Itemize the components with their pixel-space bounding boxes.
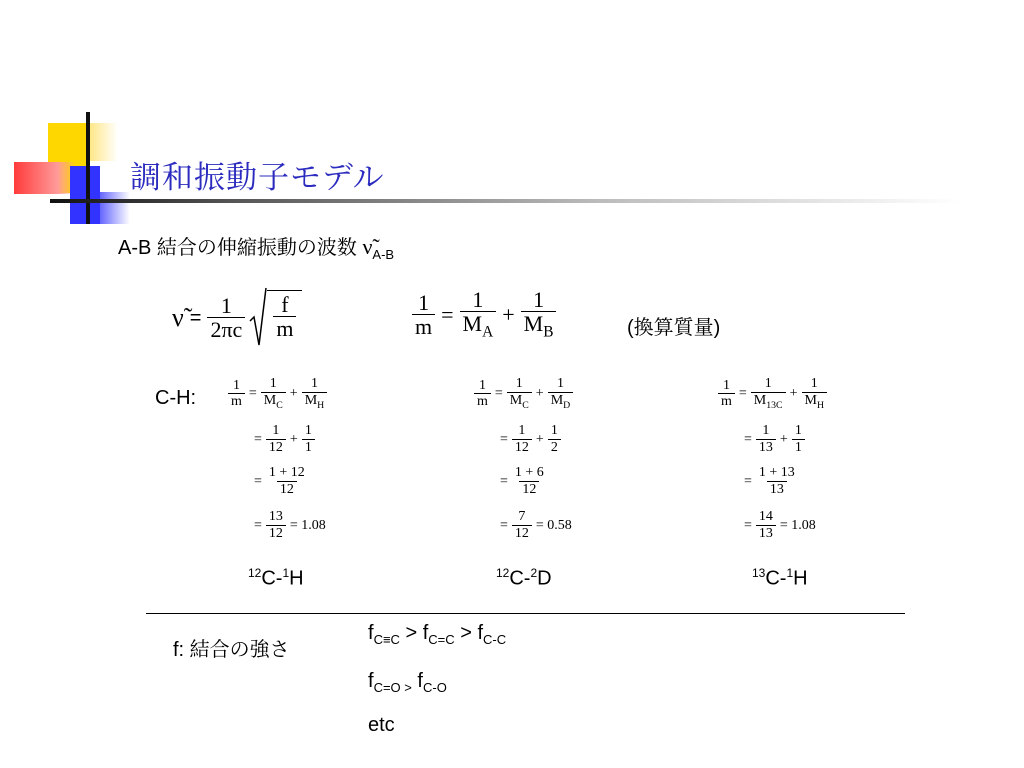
sum-row	[496, 466, 547, 497]
fraction-sum-numerator: 1 + 13	[758, 465, 795, 480]
greater-than: >	[399, 622, 423, 644]
fraction-term2-denominator	[792, 439, 805, 455]
denominator-text: M	[304, 392, 318, 408]
force-label: f: 結合の強さ	[173, 639, 290, 661]
fraction-sum	[266, 466, 308, 497]
fraction-term2-numerator: 1	[550, 423, 558, 438]
denominator-text: 12	[279, 481, 294, 497]
plus-sign: +	[535, 431, 544, 447]
equals-sign: =	[189, 306, 202, 329]
term1-numerator: 1	[472, 287, 484, 312]
f-symbol: f	[477, 622, 484, 644]
section-divider	[146, 613, 905, 614]
ornament-red-bar	[14, 162, 76, 194]
fraction-1-over-MA	[460, 288, 497, 341]
fraction-term2	[548, 377, 574, 411]
substitution-row	[496, 424, 561, 455]
fraction-lhs	[228, 379, 245, 410]
fraction-term2	[302, 424, 315, 455]
fraction-term2	[548, 424, 561, 455]
fraction-sum	[756, 466, 798, 497]
result-value: = 0.58	[535, 517, 572, 533]
fraction-term1	[751, 377, 786, 411]
plus-sign: +	[289, 386, 298, 402]
fraction-numerator: 1	[220, 292, 232, 318]
ornament-yellow-fade	[88, 123, 118, 161]
fraction-lhs-numerator: 1	[232, 377, 240, 393]
fraction-term1-numerator: 1	[762, 423, 770, 438]
term2-denominator-base: M	[523, 311, 544, 337]
fraction-sum-denominator	[519, 481, 539, 497]
fraction-term2-numerator: 1	[310, 376, 318, 391]
isotope-label	[496, 566, 552, 591]
subtitle-text: A-B 結合の伸縮振動の波数	[118, 237, 363, 259]
lhs-numerator: 1	[418, 289, 430, 315]
mass-number: 2	[530, 566, 538, 580]
fraction-term1-numerator: 1	[272, 423, 280, 438]
fraction-term1	[512, 424, 532, 455]
fraction-term2-denominator	[302, 392, 328, 412]
mass-number: 1	[282, 566, 290, 580]
denominator-text: M	[753, 392, 767, 408]
etc-text: etc	[368, 714, 395, 736]
sum-row	[740, 466, 798, 497]
radical-sign-icon	[249, 287, 267, 349]
fraction-lhs-denominator	[474, 393, 491, 409]
f-symbol: f	[422, 622, 429, 644]
fraction-term2-numerator: 1	[556, 376, 564, 391]
denominator-text: M	[550, 392, 564, 408]
term2-denominator-subscript: B	[543, 323, 554, 341]
equals-sign: =	[254, 431, 262, 447]
fraction-result	[512, 510, 532, 541]
fraction-lhs	[718, 379, 735, 410]
term1-denominator-subscript: A	[482, 323, 494, 341]
equals-sign: =	[500, 473, 508, 489]
denominator-text: 12	[268, 525, 283, 541]
fraction-term1-denominator	[507, 392, 532, 412]
term1-denominator-base: M	[462, 311, 483, 337]
element-symbol: D	[537, 567, 552, 590]
fraction-term1-denominator	[751, 392, 786, 412]
fraction-term1	[756, 424, 776, 455]
denominator-subscript: C	[522, 399, 529, 411]
equals-sign: =	[744, 431, 752, 447]
reduced-mass-note: (換算質量)	[627, 317, 721, 339]
term1-denominator	[460, 311, 497, 341]
reduced-mass-row	[718, 377, 827, 411]
fraction-1-over-2pic	[207, 294, 245, 342]
plus-sign: +	[789, 386, 798, 402]
equals-sign: =	[744, 517, 752, 533]
denominator-text: 12	[514, 525, 529, 541]
plus-sign: +	[779, 431, 788, 447]
fraction-term2	[302, 377, 328, 411]
fraction-lhs-denominator	[228, 393, 245, 409]
fraction-sum-numerator: 1 + 6	[514, 465, 544, 480]
result-row	[250, 510, 330, 541]
f-subscript-triple: C≡C	[373, 632, 400, 647]
fraction-result	[756, 510, 776, 541]
denominator-text: M	[509, 392, 523, 408]
term2-numerator: 1	[533, 287, 545, 312]
equals-sign: =	[254, 517, 262, 533]
denominator-subscript: C	[276, 399, 283, 411]
fraction-denominator: 2πc	[207, 317, 245, 342]
denominator-text: 13	[769, 481, 784, 497]
fraction-term2	[802, 377, 828, 411]
mass-number: 12	[248, 566, 262, 580]
fraction-lhs-numerator: 1	[478, 377, 486, 393]
element-symbol: C-	[509, 567, 531, 590]
fraction-result-numerator: 14	[758, 509, 773, 524]
lhs-denominator: m	[412, 314, 435, 339]
fraction-term2-denominator	[302, 439, 315, 455]
denominator-subscript: 13C	[766, 399, 783, 411]
fraction-1-over-m	[412, 291, 435, 339]
ornament-vertical-line	[86, 112, 90, 224]
f-subscript-double: C=C	[428, 632, 455, 647]
force-order-line-1	[368, 622, 506, 647]
reduced-mass-row	[228, 377, 327, 411]
element-symbol: C-	[261, 567, 283, 590]
sum-row	[250, 466, 308, 497]
fraction-term2	[792, 424, 805, 455]
ch-label: C-H:	[155, 387, 197, 409]
fraction-result-denominator	[266, 525, 286, 541]
fraction-result-numerator: 13	[268, 509, 283, 524]
denominator-text: 13	[758, 439, 773, 455]
square-root	[249, 287, 302, 349]
result-value: = 1.08	[779, 517, 816, 533]
fraction-result-denominator	[512, 525, 532, 541]
fraction-lhs-numerator: 1	[722, 377, 730, 393]
denominator-text: M	[263, 392, 277, 408]
fraction-term2-denominator	[802, 392, 828, 412]
fraction-term2-denominator	[548, 439, 561, 455]
title-underline	[50, 199, 960, 203]
fraction-1-over-MB	[521, 288, 557, 341]
denominator-text: 2	[550, 439, 558, 455]
denominator-subscript: H	[816, 399, 825, 411]
fraction-sum-denominator	[277, 481, 297, 497]
fraction-term1	[261, 377, 286, 411]
reduced-mass-row	[474, 377, 573, 411]
fraction-term2-numerator: 1	[810, 376, 818, 391]
result-row	[740, 510, 820, 541]
sqrt-numerator: f	[281, 292, 289, 318]
denominator-text: M	[804, 392, 817, 408]
element-symbol: H	[289, 567, 304, 590]
ornament-blue-fade	[100, 192, 130, 224]
equals-sign: =	[500, 517, 508, 533]
fraction-term1-numerator: 1	[515, 376, 523, 391]
subtitle-nu-symbol: ν̃	[362, 234, 373, 259]
f-symbol: f	[417, 670, 423, 692]
force-order-line-2	[368, 670, 447, 695]
term2-denominator	[521, 311, 557, 341]
fraction-term1-numerator: 1	[518, 423, 526, 438]
fraction-sum-numerator: 1 + 12	[268, 465, 305, 480]
plus-sign: +	[535, 386, 544, 402]
greater-than: >	[454, 622, 478, 644]
fraction-lhs	[474, 379, 491, 410]
fraction-term2-numerator: 1	[794, 423, 802, 438]
plus-sign: +	[502, 301, 515, 327]
isotope-label	[248, 566, 304, 591]
denominator-text: 1	[304, 439, 312, 455]
mass-number: 13	[752, 566, 766, 580]
fraction-term2-numerator: 1	[304, 423, 312, 438]
fraction-result	[266, 510, 286, 541]
fraction-term1-denominator	[266, 439, 286, 455]
sqrt-denominator: m	[273, 316, 296, 341]
fraction-term1-denominator	[756, 439, 776, 455]
equals-sign: =	[494, 386, 503, 402]
result-row	[496, 510, 576, 541]
fraction-term1-denominator	[512, 439, 532, 455]
fraction-result-denominator	[756, 525, 776, 541]
equals-sign: =	[254, 473, 262, 489]
f-symbol: f	[368, 670, 374, 692]
nu-symbol: ν̃	[172, 303, 184, 332]
f-subscript-co-single: C-O	[422, 680, 447, 695]
fraction-sum	[512, 466, 547, 497]
fraction-term1	[266, 424, 286, 455]
mass-number: 12	[496, 566, 510, 580]
wavenumber-formula	[172, 287, 302, 349]
equals-sign: =	[744, 473, 752, 489]
fraction-lhs-denominator	[718, 393, 735, 409]
equals-sign: =	[441, 301, 454, 327]
fraction-sum-denominator	[767, 481, 787, 497]
element-symbol: C-	[765, 567, 787, 590]
substitution-row	[740, 424, 805, 455]
subtitle-nu-subscript: A-B	[372, 247, 395, 262]
equals-sign: =	[738, 386, 747, 402]
reduced-mass-formula	[412, 288, 556, 341]
result-value: = 1.08	[289, 517, 326, 533]
denominator-text: m	[477, 394, 488, 410]
fraction-term1-numerator: 1	[269, 376, 277, 391]
fraction-term2-denominator	[548, 392, 574, 412]
equals-sign: =	[500, 431, 508, 447]
isotope-label	[752, 566, 808, 591]
f-symbol: f	[368, 622, 374, 644]
substitution-row	[250, 424, 315, 455]
element-symbol: H	[793, 567, 808, 590]
f-subscript-co-double: C=O >	[373, 680, 412, 695]
plus-sign: +	[289, 431, 298, 447]
fraction-term1-denominator	[261, 392, 286, 412]
slide-title: 調和振動子モデル	[130, 160, 385, 195]
denominator-text: 12	[268, 439, 283, 455]
fraction-f-over-m	[273, 293, 296, 341]
denominator-subscript: D	[563, 399, 571, 411]
ornament-blue-square	[70, 166, 100, 224]
equals-sign: =	[248, 386, 257, 402]
denominator-text: 12	[522, 481, 537, 497]
denominator-text: m	[721, 394, 732, 410]
f-subscript-single: C-C	[483, 632, 507, 647]
fraction-term1	[507, 377, 532, 411]
slide-subtitle	[118, 231, 394, 262]
denominator-text: 1	[794, 439, 802, 455]
denominator-text: 13	[758, 525, 773, 541]
denominator-text: 12	[514, 439, 529, 455]
mass-number: 1	[786, 566, 794, 580]
denominator-text: m	[231, 394, 242, 410]
fraction-result-numerator: 7	[518, 509, 526, 524]
denominator-subscript: H	[317, 399, 325, 411]
fraction-term1-numerator: 1	[764, 376, 772, 391]
